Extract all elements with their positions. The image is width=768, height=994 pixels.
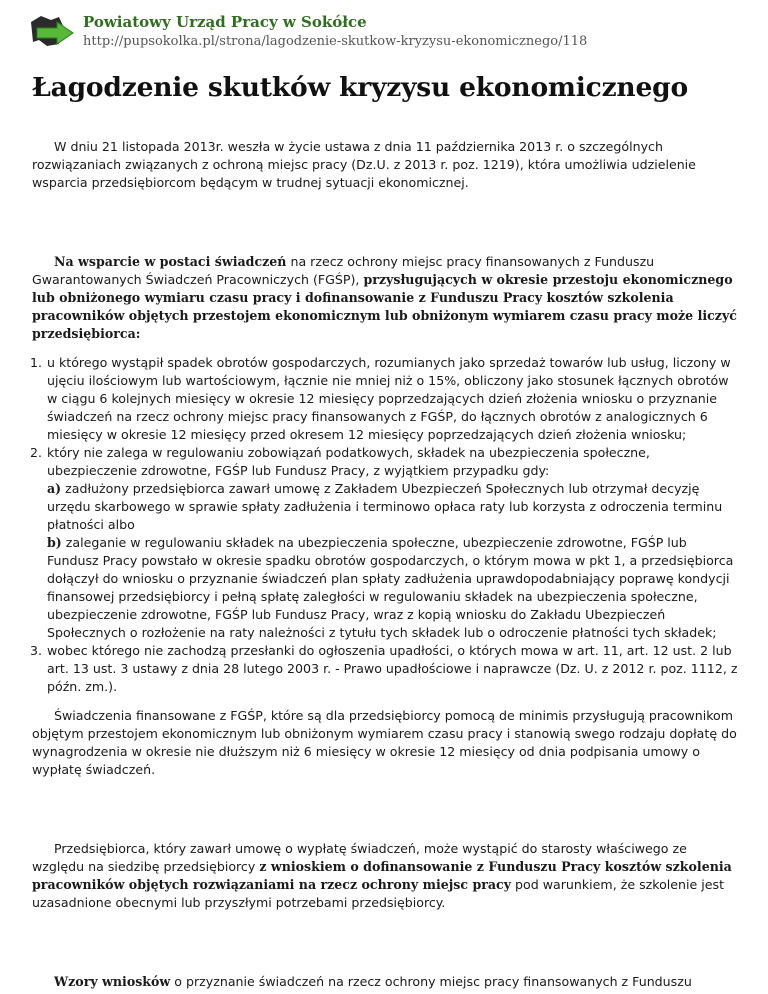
- list-item: [32, 354, 742, 444]
- text-span: o przyznanie świadczeń na rzecz ochrony miejsc pracy finansowanych z Funduszu: [170, 974, 692, 989]
- list-number: 3.: [30, 643, 43, 658]
- list-item-text: wobec którego nie zachodzą przesłanki do ogłoszenia upadłości, o których mowa w art. 11, art. 12 ust. 2 lub art. 13 ust. 3 ustawy z dnia 28 lutego 2003 r. - Prawo upadłościowe i naprawcze (Dz. U. z 2012 r. poz. 1112, z późn. zm.).: [47, 643, 738, 694]
- page-header: [0, 0, 768, 60]
- forms-paragraph: [32, 973, 742, 991]
- sub-item-text: zaleganie w regulowaniu składek na ubezpieczenia społeczne, ubezpieczenie zdrowotne, FGŚP lub Fundusz Pracy powstało w okresie spadku obrotów gospodarczych, o którym mowa w pkt 1, a przedsiębiorca dołączył do wniosku o przyznanie świadczeń plan spłaty zadłużenia uprawdopodabniający poprawę kondycji finansowej przedsiębiorcy i pełną spłatę zaległości w regulowaniu składek na ubezpieczenia społeczne, ubezpieczenie zdrowotne, FGŚP lub Fundusz Pracy, wraz z kopią wniosku do Zakładu Ubezpieczeń Społecznych o rozłożenie na raty należności z tytułu tych składek lub o odroczenie płatności tych składek;: [47, 535, 734, 640]
- bold-text: z wnioskiem o dofinansowanie z Funduszu Pracy kosztów szkolenia pracowników objętych rozwiązaniami na rzecz ochrony miejsc pracy: [32, 859, 732, 892]
- bold-text: przysługujących w okresie przestoju ekonomicznego lub obniżonego wymiaru czasu pracy i dofinansowanie z Funduszu Pracy kosztów szkolenia pracowników objętych przestojem ekonomicznym lub obniżonym wymiarem czasu pracy może liczyć przedsiębiorca:: [32, 272, 737, 341]
- list-item: [32, 444, 742, 642]
- list-item-text: który nie zalega w regulowaniu zobowiązań podatkowych, składek na ubezpieczenia społeczne, ubezpieczenie zdrowotne, FGŚP lub Fundusz Pracy, z wyjątkiem przypadku gdy:: [47, 445, 650, 478]
- list-number: 2.: [30, 445, 43, 460]
- benefits-paragraph: Świadczenia finansowane z FGŚP, które są dla przedsiębiorcy pomocą de minimis przysługują pracownikom objętym przestojem ekonomicznym lub obniżonym wymiarem czasu pracy i stanowią swego rodzaju dopłatę do wynagrodzenia w okresie nie dłuższym niż 6 miesięcy w okresie 12 miesięcy od dnia podpisania umowy o wypłatę świadczeń.: [32, 708, 737, 777]
- sub-item-label: b): [47, 535, 62, 550]
- eligibility-paragraph: [32, 253, 742, 343]
- text-span: pod warunkiem, że szkolenie jest uzasadnione obecnymi lub przyszłymi potrzebami przedsiębiorcy.: [32, 877, 725, 910]
- site-name[interactable]: Powiatowy Urząd Pracy w Sokółce: [83, 13, 367, 31]
- bold-text: Na wsparcie w postaci świadczeń: [54, 254, 287, 269]
- text-span: Przedsiębiorca, który zawarł umowę o wypłatę świadczeń, może wystąpić do starosty właściwego ze względu na siedzibę przedsiębiorcy: [32, 841, 687, 874]
- puplogo-arrow-icon: [29, 14, 75, 48]
- sub-item-text: zadłużony przedsiębiorca zawarł umowę z Zakładem Ubezpieczeń Społecznych lub otrzymał decyzję urzędu skarbowego w sprawie spłaty zadłużenia i terminowo opłaca raty lub korzysta z odroczenia terminu płatności albo: [47, 481, 723, 532]
- intro-paragraph: W dniu 21 listopada 2013r. weszła w życie ustawa z dnia 11 października 2013 r. o szczególnych rozwiązaniach związanych z ochroną miejsc pracy (Dz.U. z 2013 r. poz. 1219), która umożliwia udzielenie wsparcia przedsiębiorcom będącym w trudnej sytuacji ekonomicznej.: [32, 139, 696, 190]
- list-item-text: u którego wystąpił spadek obrotów gospodarczych, rozumianych jako sprzedaż towarów lub usług, liczony w ujęciu ilościowym lub wartościowym, łącznie nie mniej niż o 15%, obliczony jako stosunek łącznych obrotów w ciągu 6 kolejnych miesięcy w okresie 12 miesięcy poprzedzających dzień złożenia wniosku o przyznanie świadczeń na rzecz ochrony miejsc pracy finansowanych z FGŚP, do łącznych obrotów z analogicznych 6 miesięcy w okresie 12 miesięcy przed okresem 12 miesięcy poprzedzających dzień złożenia wniosku;: [47, 355, 731, 442]
- bold-text: Wzory wniosków: [54, 974, 171, 989]
- article-body: [32, 138, 742, 991]
- sub-item-label: a): [47, 481, 62, 496]
- text-span: na rzecz ochrony miejsc pracy finansowanych z Funduszu Gwarantowanych Świadczeń Pracowniczych (FGŚP),: [32, 254, 655, 287]
- list-item: [32, 642, 742, 696]
- conditions-list: [32, 354, 742, 696]
- list-number: 1.: [30, 355, 43, 370]
- page-title: Łagodzenie skutków kryzysu ekonomicznego: [32, 72, 688, 103]
- training-paragraph: [32, 840, 742, 912]
- page-url[interactable]: http://pupsokolka.pl/strona/lagodzenie-skutkow-kryzysu-ekonomicznego/118: [83, 34, 588, 49]
